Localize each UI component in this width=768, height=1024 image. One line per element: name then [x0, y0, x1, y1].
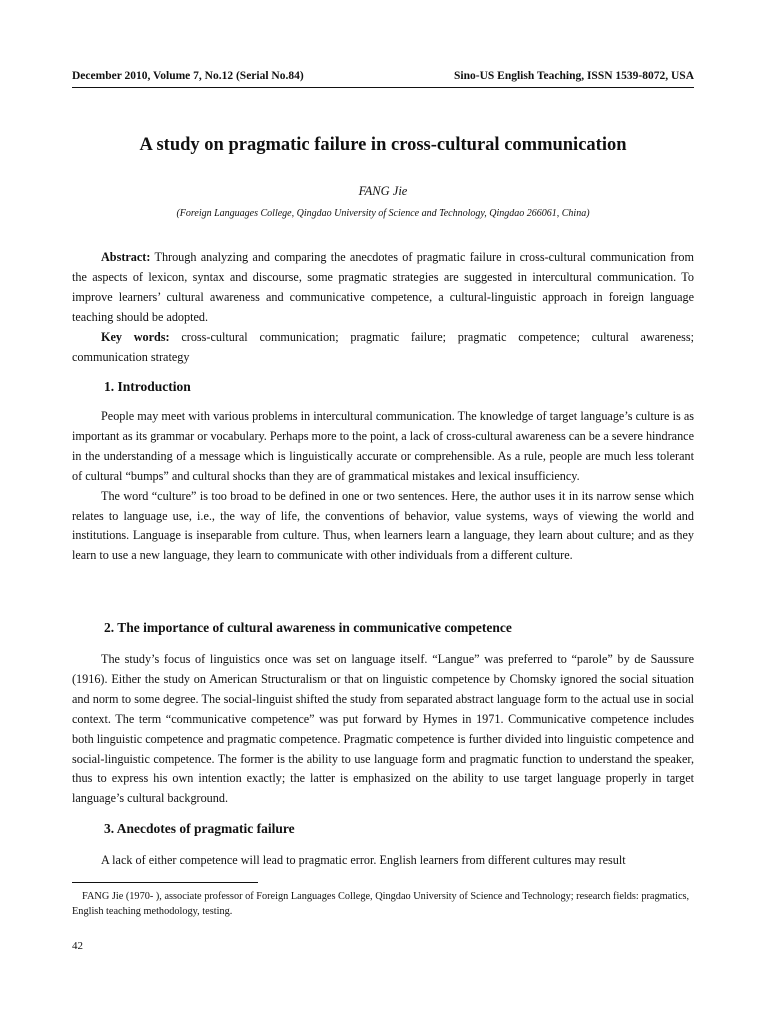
keywords-text: cross-cultural communication; pragmatic failure; pragmatic competence; cultural awareness; communication strategy — [72, 329, 695, 364]
abstract-text: Through analyzing and comparing the anecdotes of pragmatic failure in cross-cultural communication from the aspects of lexicon, syntax and discourse, some pragmatic strategies are suggested in intercultural communication. To improve learners’ cultural awareness and communicative competence, a cultural-linguistic approach in foreign language teaching should be adopted. — [72, 250, 694, 324]
paragraph: The word “culture” is too broad to be defined in one or two sentences. Here, the author uses it in its narrow sense which relates to language use, i.e., the way of life, the conventions of behavior, value systems, ways of viewing the world and institutions. Language is inseparable from culture. Thus, when learners learn a language, they learn about culture; and as they learn to use a new language, they learn to communicate with other individuals from a different culture. — [72, 488, 694, 563]
abstract-label: Abstract: — [101, 250, 151, 264]
page-number: 42 — [72, 940, 83, 952]
paragraph: People may meet with various problems in intercultural communication. The knowledge of target language’s culture is as important as its grammar or vocabulary. Perhaps more to the point, a lack of cross-cultural awareness can be a severe hindrance in the understanding of a message which is linguistically accurate or comprehensible. As a rule, people are much less tolerant of cultural “bumps” and cultural shocks than they are of grammatical mistakes and lexical insufficiency. — [72, 409, 694, 483]
paper-title: A study on pragmatic failure in cross-cultural communication — [139, 135, 627, 155]
header-issue: December 2010, Volume 7, No.12 (Serial No.84) — [72, 70, 304, 82]
section-heading-introduction: 1. Introduction — [104, 379, 191, 394]
author-footnote: FANG Jie (1970- ), associate professor of Foreign Languages College, Qingdao University of Science and Technology; research fields: pragmatics, English teaching methodology, testing. — [72, 891, 690, 917]
abstract-block — [72, 248, 694, 367]
header-rule — [72, 87, 694, 88]
header-journal: Sino-US English Teaching, ISSN 1539-8072, USA — [454, 70, 694, 82]
paragraph: The study’s focus of linguistics once was set on language itself. “Langue” was preferred to “parole” by de Saussure (1916). Either the study on American Structuralism or that on linguistic competence by Chomsky ignored the social situation and norm to some degree. The social-linguist shifted the study from separated abstract language form to the actual use in social context. The term “communicative competence” was put forward by Hymes in 1971. Communicative competence includes both linguistic competence and pragmatic competence. Pragmatic competence is further divided into linguistic competence and social-linguistic competence. The former is the ability to use language form and pragmatic function to understand the speaker, thus to express his own intention exactly; the latter is emphasized on the ability to use target language properly in target language’s cultural background. — [72, 652, 694, 806]
section-heading-anecdotes: 3. Anecdotes of pragmatic failure — [104, 821, 295, 836]
importance-body — [72, 650, 694, 809]
paper-author: FANG Jie — [358, 184, 408, 198]
footnote-rule — [72, 882, 258, 883]
keywords-label: Key words: — [101, 329, 170, 344]
author-affiliation: (Foreign Languages College, Qingdao University of Science and Technology, Qingdao 266061, China) — [176, 208, 590, 219]
keywords-paragraph — [72, 328, 694, 368]
section-heading-importance: 2. The importance of cultural awareness in communicative competence — [104, 620, 512, 635]
abstract-paragraph — [72, 248, 694, 328]
anecdotes-body — [72, 851, 694, 871]
introduction-body — [72, 407, 694, 566]
paragraph: A lack of either competence will lead to pragmatic error. English learners from different cultures may result — [101, 853, 626, 867]
running-header — [72, 70, 694, 82]
